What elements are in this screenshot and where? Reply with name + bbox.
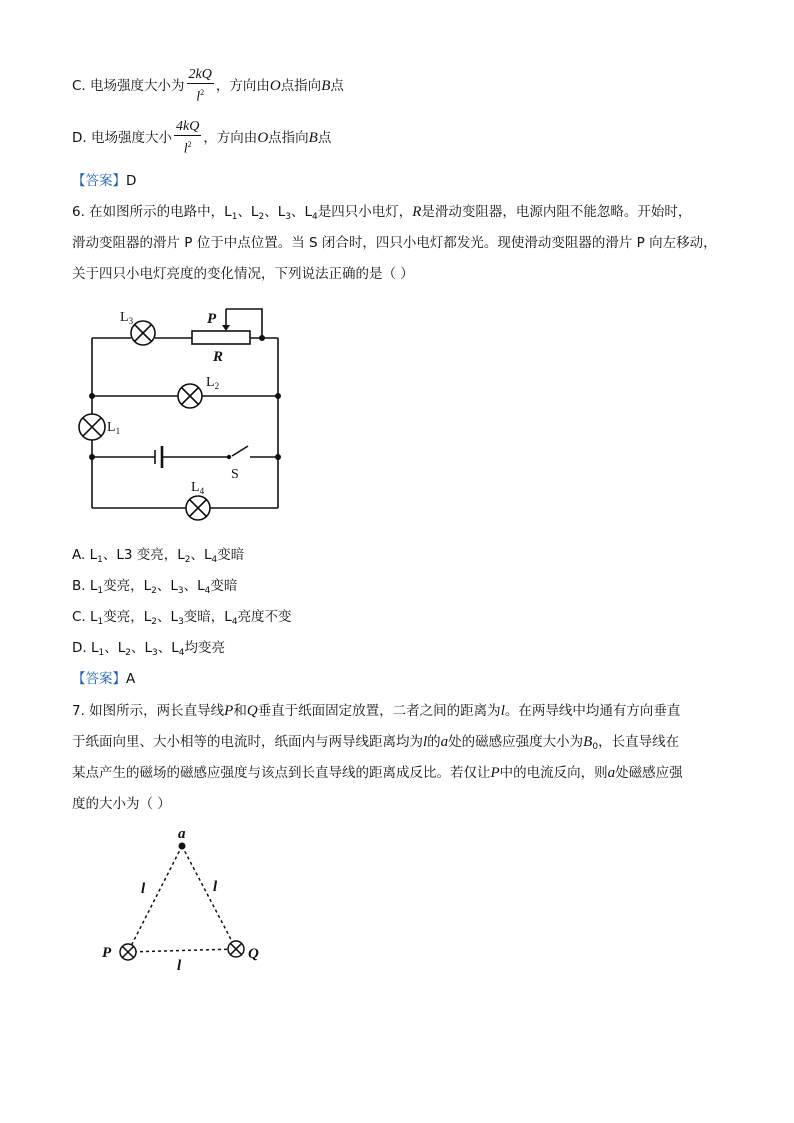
answer-label: 【答案】: [72, 173, 126, 189]
q6-answer: [72, 669, 135, 689]
point-a: a: [607, 765, 616, 781]
sub: 4: [204, 586, 211, 596]
q6-option-d: [72, 638, 225, 658]
text: 某点产生的磁场的磁感应强度与该点到长直导线的距离成反比。若仅让: [72, 765, 491, 781]
q6-option-a: [72, 545, 244, 565]
text: 的: [427, 734, 441, 750]
answer-value: A: [126, 671, 136, 687]
text: 、L: [157, 640, 179, 656]
point-a-dot: [179, 843, 186, 850]
q6-stem-line-3: 关于四只小电灯亮度的变化情况，下列说法正确的是（ ）: [72, 266, 414, 282]
circuit-diagram: [70, 298, 300, 528]
text: 、L3 变亮，L: [102, 547, 185, 563]
option-d: [72, 118, 331, 158]
text: 均变亮: [184, 640, 226, 656]
lamp: 、L: [264, 204, 286, 220]
junction-dot: [275, 393, 281, 399]
distance-l: l: [500, 703, 505, 719]
text: 点: [330, 77, 344, 94]
text: 变暗: [217, 547, 245, 563]
junction-dot: [275, 454, 281, 460]
point-a: a: [440, 734, 449, 750]
switch-contact: [227, 455, 231, 459]
answer-value: D: [126, 173, 137, 189]
sub: 2: [151, 617, 158, 627]
text: 变亮，L: [103, 609, 152, 625]
text: 中的电流反向，则: [499, 765, 608, 781]
text: 是滑动变阻器，电源内阻不能忽略。开始时，: [421, 204, 692, 220]
sub: 3: [285, 212, 291, 222]
slider-arrow-icon: [222, 325, 230, 331]
label-s: S: [231, 467, 239, 482]
q5-answer: [72, 171, 136, 191]
junction-dot: [89, 393, 95, 399]
q6-stem-line-1: [72, 202, 691, 222]
text: 变暗，L: [183, 609, 232, 625]
fraction-denominator: [174, 136, 201, 158]
wire-triangle-diagram: [95, 822, 270, 972]
fraction-denominator: [187, 84, 214, 106]
lamp: 、L: [290, 204, 312, 220]
sub: 2: [125, 648, 131, 658]
den-exponent: 2: [200, 88, 205, 97]
sub: 0: [592, 742, 599, 752]
text: A. L: [72, 547, 98, 563]
text: 、L: [190, 547, 212, 563]
sub: 3: [178, 617, 184, 627]
text: 点指向: [268, 129, 309, 146]
option-c: [72, 66, 344, 106]
label-l-bottom: l: [177, 958, 182, 974]
sub: 1: [97, 586, 104, 596]
label-r: R: [213, 349, 224, 365]
sub: 2: [184, 555, 191, 565]
text: 和: [233, 703, 247, 719]
label-p: P: [102, 945, 112, 961]
resistor-r: R: [412, 204, 422, 220]
fraction-numerator: 2kQ: [188, 67, 212, 82]
text: 。在两导线中均通有方向垂直: [504, 703, 681, 719]
sub: 1: [97, 617, 104, 627]
text: 、L: [156, 578, 178, 594]
text: 点: [317, 129, 332, 146]
text: 处的磁感应强度大小为: [448, 734, 584, 750]
point-b: B: [321, 77, 331, 94]
text: 、L: [157, 609, 179, 625]
q6-option-b: [72, 576, 237, 596]
text: 7. 如图所示，两长直导线: [72, 703, 225, 719]
sub: 2: [258, 212, 265, 222]
q6-stem-line-2: 滑动变阻器的滑片 P 位于中点位置。当 S 闭合时，四只小电灯都发光。现使滑动变阻器的滑片 P 向左移动，: [72, 235, 717, 251]
label-q: Q: [248, 946, 259, 962]
junction-dot: [259, 335, 265, 341]
label-l-right: l: [213, 879, 218, 895]
sub: 3: [152, 648, 158, 658]
option-c-prefix: C. 电场强度大小为: [72, 77, 185, 94]
label-l1: $L_1$: [107, 420, 121, 436]
sub: 1: [231, 212, 238, 222]
distance-l: l: [423, 734, 428, 750]
text: 处磁感应强: [615, 765, 683, 781]
junction-dot: [89, 454, 95, 460]
den-base: l: [183, 141, 188, 157]
wire-p: P: [490, 765, 500, 781]
label-l4: $L_4$: [191, 480, 205, 496]
den-base: l: [196, 89, 201, 105]
switch-s-icon: [232, 446, 248, 456]
text: 垂直于纸面固定放置，二者之间的距离为: [257, 703, 501, 719]
text: 亮度不变: [237, 609, 292, 625]
text: 变暗: [210, 578, 238, 594]
fraction-4kq-l2: [174, 118, 201, 158]
q7-stem-line-3: [72, 763, 683, 783]
sub: 4: [211, 555, 218, 565]
text: D. L: [72, 640, 99, 656]
point-o: O: [269, 77, 281, 94]
sub: 4: [231, 617, 238, 627]
point-o: O: [257, 129, 269, 146]
label-l3: $L_3$: [120, 310, 134, 326]
lamp: 、L: [237, 204, 259, 220]
text: 、L: [183, 578, 205, 594]
answer-label: 【答案】: [72, 671, 126, 687]
label-l2: $L_2$: [206, 375, 220, 391]
sub: 3: [177, 586, 184, 596]
sub: 2: [151, 586, 157, 596]
q7-stem-line-1: [72, 701, 680, 721]
text: 、L: [131, 640, 153, 656]
text: 于纸面向里、大小相等的电流时，纸面内与两导线距离均为: [72, 734, 423, 750]
point-b: B: [308, 129, 318, 146]
text: 是四只小电灯，: [317, 204, 413, 220]
text: ，方向由: [215, 77, 270, 94]
sub: 4: [178, 648, 185, 658]
wire-p: P: [224, 703, 234, 719]
q7-stem-line-2: [72, 732, 679, 752]
fraction-numerator: 4kQ: [175, 119, 200, 134]
text: 点指向: [280, 77, 322, 94]
q7-stem-line-4: 度的大小为（ ）: [72, 796, 171, 812]
fraction-2kq-l2: [187, 66, 214, 106]
label-l-left: l: [141, 881, 146, 897]
text: 6. 在如图所示的电路中，: [72, 204, 225, 220]
text: 变亮，L: [103, 578, 152, 594]
lamp: L: [224, 204, 232, 220]
den-exponent: 2: [187, 140, 192, 149]
text: 、L: [104, 640, 126, 656]
sub: 1: [97, 555, 103, 565]
text: B. L: [72, 578, 98, 594]
resistor-r-icon: [192, 331, 250, 344]
wire-q: Q: [246, 703, 258, 719]
sub: 4: [312, 212, 318, 222]
text: C. L: [72, 609, 98, 625]
sub: 1: [98, 648, 105, 658]
dashed-side-right: [182, 846, 236, 949]
q6-option-c: [72, 607, 292, 627]
slider-wire: [226, 309, 262, 338]
text: ，方向由: [203, 129, 258, 146]
dashed-side-bottom: [128, 949, 236, 952]
dashed-side-left: [128, 846, 182, 952]
text: ，长直导线在: [598, 734, 680, 750]
label-p: P: [207, 311, 217, 327]
option-d-prefix: D. 电场强度大小: [72, 129, 172, 146]
field-b: B: [583, 734, 593, 750]
label-a: a: [178, 826, 186, 842]
